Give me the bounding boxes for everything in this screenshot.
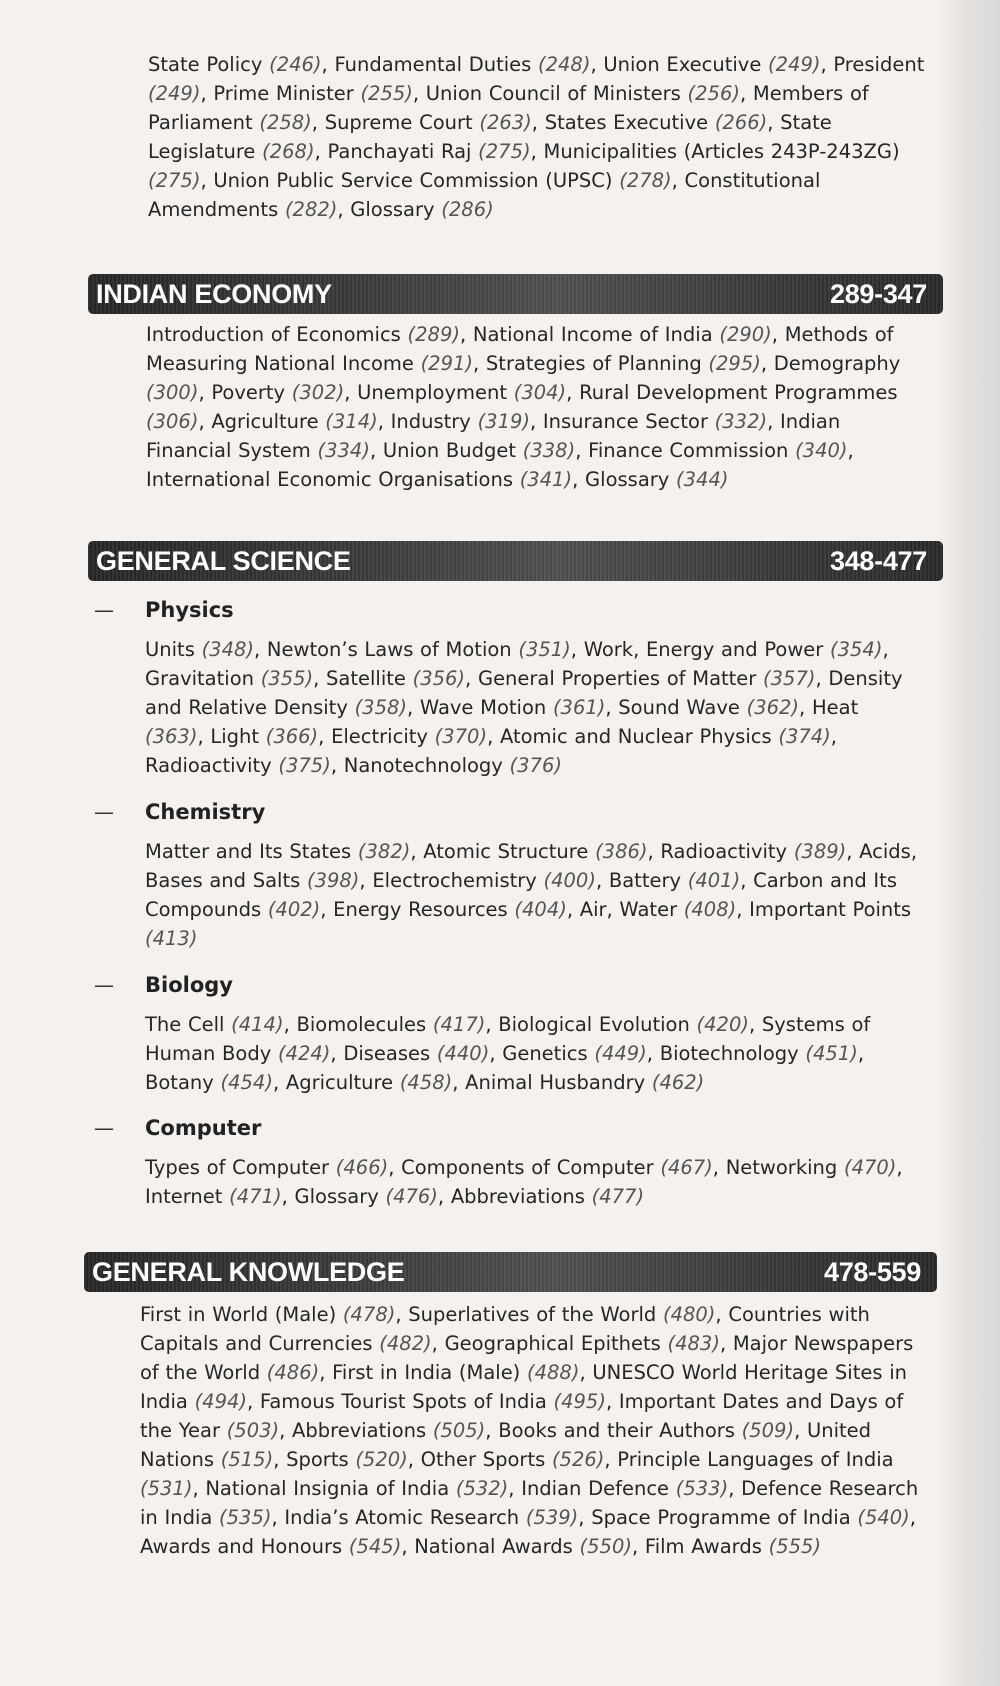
topic-title: Strategies of Planning: [485, 352, 702, 375]
topic-page-number: (278): [619, 169, 672, 192]
topic-page-number: (370): [434, 725, 488, 748]
topic-page-number: (362): [746, 696, 800, 719]
topic-page-number: (356): [412, 667, 466, 690]
topic-page-number: (503): [226, 1419, 280, 1442]
topic-page-number: (348): [201, 638, 254, 661]
topic-page-number: (414): [231, 1013, 284, 1036]
topic-page-number: (451): [805, 1042, 858, 1065]
topic-title: Newton’s Laws of Motion: [266, 638, 512, 661]
subsection-dash: —: [94, 1116, 114, 1140]
topic-page-number: (420): [696, 1013, 749, 1036]
topic-page-number: (354): [830, 638, 883, 661]
topic-page-number: (533): [675, 1477, 729, 1500]
topic-title: Abbreviations: [450, 1185, 585, 1208]
topic-title: Components of Computer: [401, 1156, 654, 1179]
topic-title: Demography: [773, 352, 901, 375]
topic-page-number: (413): [145, 927, 198, 950]
topic-page-number: (268): [262, 140, 315, 163]
topic-title: Geographical Epithets: [444, 1332, 661, 1355]
general-knowledge-topics: First in World (Male) (478), Superlatives of the World (480), Countries with Capitals and Currencies (482), Geographical Epithets (483), Major Newspapers of the World (486), First in India (Male) (488), UNESCO World Heritage Sites in India (494), Famous Tourist Spots of India (495), Important Dates and Days of the Year (503), Abbreviations (505), Books and their Authors (509), United Nations (515), Sports (520), Other Sports (526), Principle Languages of India (531), National Insignia of India (532), Indian Defence (533), Defence Research in India (535), India’s Atomic Research (539), Space Programme of India (540), Awards and Honours (545), National Awards (550), Film Awards (555): [140, 1303, 919, 1558]
topic-title: Famous Tourist Spots of India: [259, 1390, 547, 1413]
topic-page-number: (375): [278, 754, 331, 777]
topic-title: Space Programme of India: [591, 1506, 851, 1529]
topic-title: National Insignia of India: [205, 1477, 450, 1500]
topic-page-number: (366): [265, 725, 319, 748]
topic-page-number: (304): [513, 381, 567, 404]
topic-title: Methods of Measuring National Income: [146, 323, 894, 375]
subsection-dash: —: [94, 800, 114, 824]
biology-topics: The Cell (414), Biomolecules (417), Biological Evolution (420), Systems of Human Body (424), Diseases (440), Genetics (449), Biotechnology (451), Botany (454), Agriculture (458), Animal Husbandry (462): [145, 1013, 871, 1094]
polity-topics: State Policy (246), Fundamental Duties (248), Union Executive (249), President (249), Prime Minister (255), Union Council of Ministers (256), Members of Parliament (258), Supreme Court (263), States Executive (266), State Legislature (268), Panchayati Raj (275), Municipalities (Articles 243P-243ZG) (275), Union Public Service Commission (UPSC) (278), Constitutional Amendments (282), Glossary (286): [148, 53, 925, 221]
topic-page-number: (488): [527, 1361, 580, 1384]
topic-title: Agriculture: [211, 410, 319, 433]
topic-page-number: (344): [676, 468, 729, 491]
topic-title: International Economic Organisations: [146, 468, 513, 491]
topic-title: Union Executive: [603, 53, 762, 76]
topic-title: Union Public Service Commission (UPSC): [213, 169, 613, 192]
section-page-range: 348-477: [830, 545, 927, 576]
topic-page-number: (319): [477, 410, 530, 433]
topic-page-number: (532): [455, 1477, 509, 1500]
section-title: INDIAN ECONOMY: [96, 278, 332, 309]
topic-page-number: (470): [843, 1156, 897, 1179]
topic-title: Major Newspapers of the World: [140, 1332, 914, 1384]
topic-page-number: (467): [660, 1156, 713, 1179]
topic-title: President: [833, 53, 925, 76]
topic-page-number: (306): [146, 410, 199, 433]
topic-title: Constitutional Amendments: [148, 169, 821, 221]
topic-title: National Income of India: [472, 323, 713, 346]
topic-title: Battery: [608, 869, 682, 892]
topic-title: Sound Wave: [618, 696, 740, 719]
topic-title: Rural Development Programmes: [579, 381, 898, 404]
topic-page-number: (249): [148, 82, 201, 105]
topic-title: Unemployment: [357, 381, 508, 404]
topic-title: Heat: [811, 696, 859, 719]
section-page-range: 478-559: [824, 1256, 921, 1287]
topic-page-number: (246): [269, 53, 322, 76]
topic-page-number: (290): [719, 323, 772, 346]
topic-page-number: (550): [579, 1535, 632, 1558]
physics-topics: Units (348), Newton’s Laws of Motion (351), Work, Energy and Power (354), Gravitation (355), Satellite (356), General Properties of Matter (357), Density and Relative Density (358), Wave Motion (361), Sound Wave (362), Heat (363), Light (366), Electricity (370), Atomic and Nuclear Physics (374), Radioactivity (375), Nanotechnology (376): [145, 638, 903, 777]
topic-page-number: (289): [407, 323, 460, 346]
topic-page-number: (314): [325, 410, 378, 433]
subsection-title-chemistry: Chemistry: [145, 800, 266, 824]
topic-page-number: (440): [436, 1042, 490, 1065]
topic-page-number: (509): [741, 1419, 795, 1442]
topic-page-number: (338): [522, 439, 576, 462]
topic-title: Indian Defence: [521, 1477, 670, 1500]
topic-title: Indian Financial System: [146, 410, 841, 462]
topic-page-number: (282): [284, 198, 338, 221]
topic-page-number: (286): [441, 198, 494, 221]
topic-title: Nanotechnology: [343, 754, 503, 777]
topic-page-number: (266): [714, 111, 768, 134]
topic-title: Important Points: [749, 898, 912, 921]
topic-page-number: (408): [683, 898, 737, 921]
section-title: GENERAL SCIENCE: [96, 545, 351, 576]
topic-page-number: (555): [768, 1535, 822, 1558]
topic-page-number: (424): [277, 1042, 331, 1065]
topic-title: Panchayati Raj: [327, 140, 472, 163]
topic-title: Diseases: [343, 1042, 431, 1065]
topic-title: Municipalities (Articles 243P-243ZG): [543, 140, 900, 163]
topic-page-number: (404): [514, 898, 567, 921]
topic-page-number: (386): [595, 840, 648, 863]
topic-page-number: (520): [355, 1448, 408, 1471]
topic-title: National Awards: [414, 1535, 573, 1558]
topic-page-number: (376): [509, 754, 562, 777]
topic-page-number: (248): [538, 53, 591, 76]
topic-page-number: (361): [552, 696, 606, 719]
topic-title: Genetics: [502, 1042, 588, 1065]
section-page-range: 289-347: [830, 278, 927, 309]
topic-page-number: (255): [360, 82, 413, 105]
topic-title: Gravitation: [145, 667, 254, 690]
topic-title: Radioactivity: [660, 840, 788, 863]
topic-title: Union Budget: [382, 439, 517, 462]
topic-page-number: (526): [551, 1448, 605, 1471]
topic-page-number: (531): [140, 1477, 193, 1500]
topic-title: First in India (Male): [332, 1361, 521, 1384]
topic-page-number: (302): [291, 381, 345, 404]
topic-title: Carbon and Its Compounds: [145, 869, 897, 921]
topic-title: Fundamental Duties: [334, 53, 532, 76]
section-header-general-knowledge: [84, 1252, 937, 1292]
topic-page-number: (540): [857, 1506, 910, 1529]
topic-title: Light: [210, 725, 260, 748]
topic-title: Internet: [145, 1185, 223, 1208]
topic-page-number: (476): [385, 1185, 438, 1208]
topic-title: Insurance Sector: [542, 410, 708, 433]
topic-page-number: (351): [518, 638, 571, 661]
topic-page-number: (471): [229, 1185, 282, 1208]
topic-title: Botany: [145, 1071, 214, 1094]
topic-title: Networking: [725, 1156, 838, 1179]
topic-page-number: (545): [348, 1535, 402, 1558]
topic-title: Wave Motion: [419, 696, 547, 719]
subsection-dash: —: [94, 973, 114, 997]
topic-title: Atomic and Nuclear Physics: [499, 725, 772, 748]
topic-page-number: (486): [266, 1361, 320, 1384]
topic-title: Union Council of Ministers: [425, 82, 681, 105]
topic-title: General Properties of Matter: [477, 667, 757, 690]
topic-title: Density and Relative Density: [145, 667, 903, 719]
topic-page-number: (332): [714, 410, 768, 433]
topic-title: Glossary: [350, 198, 435, 221]
topic-page-number: (263): [479, 111, 532, 134]
topic-page-number: (295): [708, 352, 761, 375]
topic-title: Radioactivity: [145, 754, 272, 777]
topic-title: Supreme Court: [324, 111, 473, 134]
topic-page-number: (462): [651, 1071, 705, 1094]
topic-title: India’s Atomic Research: [284, 1506, 520, 1529]
topic-title: Systems of Human Body: [145, 1013, 871, 1065]
topic-title: Awards and Honours: [140, 1535, 343, 1558]
topic-page-number: (300): [146, 381, 199, 404]
topic-page-number: (495): [553, 1390, 606, 1413]
topic-title: Animal Husbandry: [465, 1071, 646, 1094]
topic-title: Work, Energy and Power: [583, 638, 824, 661]
topic-page-number: (417): [432, 1013, 486, 1036]
topic-page-number: (258): [259, 111, 312, 134]
topic-page-number: (494): [194, 1390, 247, 1413]
topic-page-number: (454): [220, 1071, 273, 1094]
subsection-title-computer: Computer: [145, 1116, 262, 1140]
topic-title: Countries with Capitals and Currencies: [140, 1303, 870, 1355]
topic-title: Glossary: [585, 468, 670, 491]
section-title: GENERAL KNOWLEDGE: [92, 1256, 405, 1287]
section-header-indian-economy: [88, 274, 943, 314]
topic-page-number: (515): [220, 1448, 274, 1471]
subsection-title-biology: Biology: [145, 973, 233, 997]
topic-page-number: (382): [357, 840, 411, 863]
topic-title: State Legislature: [148, 111, 832, 163]
topic-page-number: (249): [768, 53, 821, 76]
topic-title: Sports: [286, 1448, 349, 1471]
indian-economy-topics: Introduction of Economics (289), National Income of India (290), Methods of Measuring National Income (291), Strategies of Planning (295), Demography (300), Poverty (302), Unemployment (304), Rural Development Programmes (306), Agriculture (314), Industry (319), Insurance Sector (332), Indian Financial System (334), Union Budget (338), Finance Commission (340), International Economic Organisations (341), Glossary (344): [146, 323, 901, 491]
topic-title: Units: [145, 638, 195, 661]
topic-title: Energy Resources: [333, 898, 508, 921]
topic-title: Defence Research in India: [140, 1477, 919, 1529]
topic-title: First in World (Male): [140, 1303, 337, 1326]
section-header-general-science: [88, 541, 943, 581]
topic-title: Glossary: [294, 1185, 379, 1208]
subsection-title-physics: Physics: [145, 598, 234, 622]
topic-title: Biotechnology: [659, 1042, 799, 1065]
topic-title: Finance Commission: [588, 439, 789, 462]
topic-page-number: (401): [687, 869, 741, 892]
topic-page-number: (535): [219, 1506, 272, 1529]
topic-page-number: (482): [379, 1332, 432, 1355]
topic-page-number: (358): [354, 696, 407, 719]
topic-page-number: (363): [145, 725, 198, 748]
topic-page-number: (483): [667, 1332, 720, 1355]
topic-title: Biological Evolution: [498, 1013, 690, 1036]
topic-page-number: (478): [342, 1303, 396, 1326]
topic-page-number: (402): [267, 898, 321, 921]
topic-page-number: (357): [763, 667, 816, 690]
topic-title: Film Awards: [644, 1535, 762, 1558]
topic-title: Prime Minister: [213, 82, 354, 105]
topic-page-number: (275): [478, 140, 531, 163]
topic-page-number: (480): [662, 1303, 716, 1326]
topic-title: Important Dates and Days of the Year: [140, 1390, 904, 1442]
topic-title: Electricity: [331, 725, 428, 748]
computer-topics: Types of Computer (466), Components of Computer (467), Networking (470), Internet (471), Glossary (476), Abbreviations (477): [145, 1156, 903, 1208]
topic-title: State Policy: [148, 53, 263, 76]
topic-page-number: (539): [525, 1506, 579, 1529]
topic-page-number: (458): [399, 1071, 453, 1094]
topic-page-number: (355): [260, 667, 314, 690]
topic-title: Air, Water: [579, 898, 678, 921]
topic-title: Electrochemistry: [372, 869, 537, 892]
topic-title: Superlatives of the World: [408, 1303, 657, 1326]
topic-title: Principle Languages of India: [617, 1448, 894, 1471]
topic-title: Types of Computer: [145, 1156, 330, 1179]
topic-page-number: (466): [335, 1156, 389, 1179]
topic-page-number: (256): [687, 82, 740, 105]
chemistry-topics: Matter and Its States (382), Atomic Structure (386), Radioactivity (389), Acids, Bases and Salts (398), Electrochemistry (400), Battery (401), Carbon and Its Compounds (402), Energy Resources (404), Air, Water (408), Important Points (413): [145, 840, 918, 950]
topic-title: UNESCO World Heritage Sites in India: [140, 1361, 907, 1413]
topic-page-number: (477): [591, 1185, 645, 1208]
topic-title: Abbreviations: [292, 1419, 427, 1442]
topic-page-number: (291): [420, 352, 474, 375]
topic-title: Members of Parliament: [148, 82, 869, 134]
topic-title: The Cell: [145, 1013, 225, 1036]
topic-page-number: (398): [306, 869, 360, 892]
subsection-dash: —: [94, 598, 114, 622]
topic-title: Industry: [390, 410, 471, 433]
topic-title: Agriculture: [285, 1071, 394, 1094]
topic-title: Poverty: [211, 381, 286, 404]
topic-title: Acids, Bases and Salts: [145, 840, 918, 892]
topic-page-number: (340): [795, 439, 848, 462]
topic-title: States Executive: [544, 111, 709, 134]
topic-title: Matter and Its States: [145, 840, 352, 863]
topic-page-number: (275): [148, 169, 201, 192]
topic-title: Other Sports: [420, 1448, 546, 1471]
topic-title: Atomic Structure: [423, 840, 589, 863]
topic-title: Introduction of Economics: [146, 323, 401, 346]
topic-title: United Nations: [140, 1419, 872, 1471]
topic-title: Books and their Authors: [498, 1419, 735, 1442]
topic-title: Biomolecules: [296, 1013, 427, 1036]
topic-page-number: (341): [519, 468, 573, 491]
page-edge-shadow: [940, 0, 1000, 1686]
topic-page-number: (374): [778, 725, 831, 748]
topic-title: Satellite: [326, 667, 406, 690]
topic-page-number: (389): [793, 840, 847, 863]
topic-page-number: (400): [543, 869, 596, 892]
topic-page-number: (449): [594, 1042, 647, 1065]
topic-page-number: (334): [317, 439, 370, 462]
topic-page-number: (505): [432, 1419, 486, 1442]
